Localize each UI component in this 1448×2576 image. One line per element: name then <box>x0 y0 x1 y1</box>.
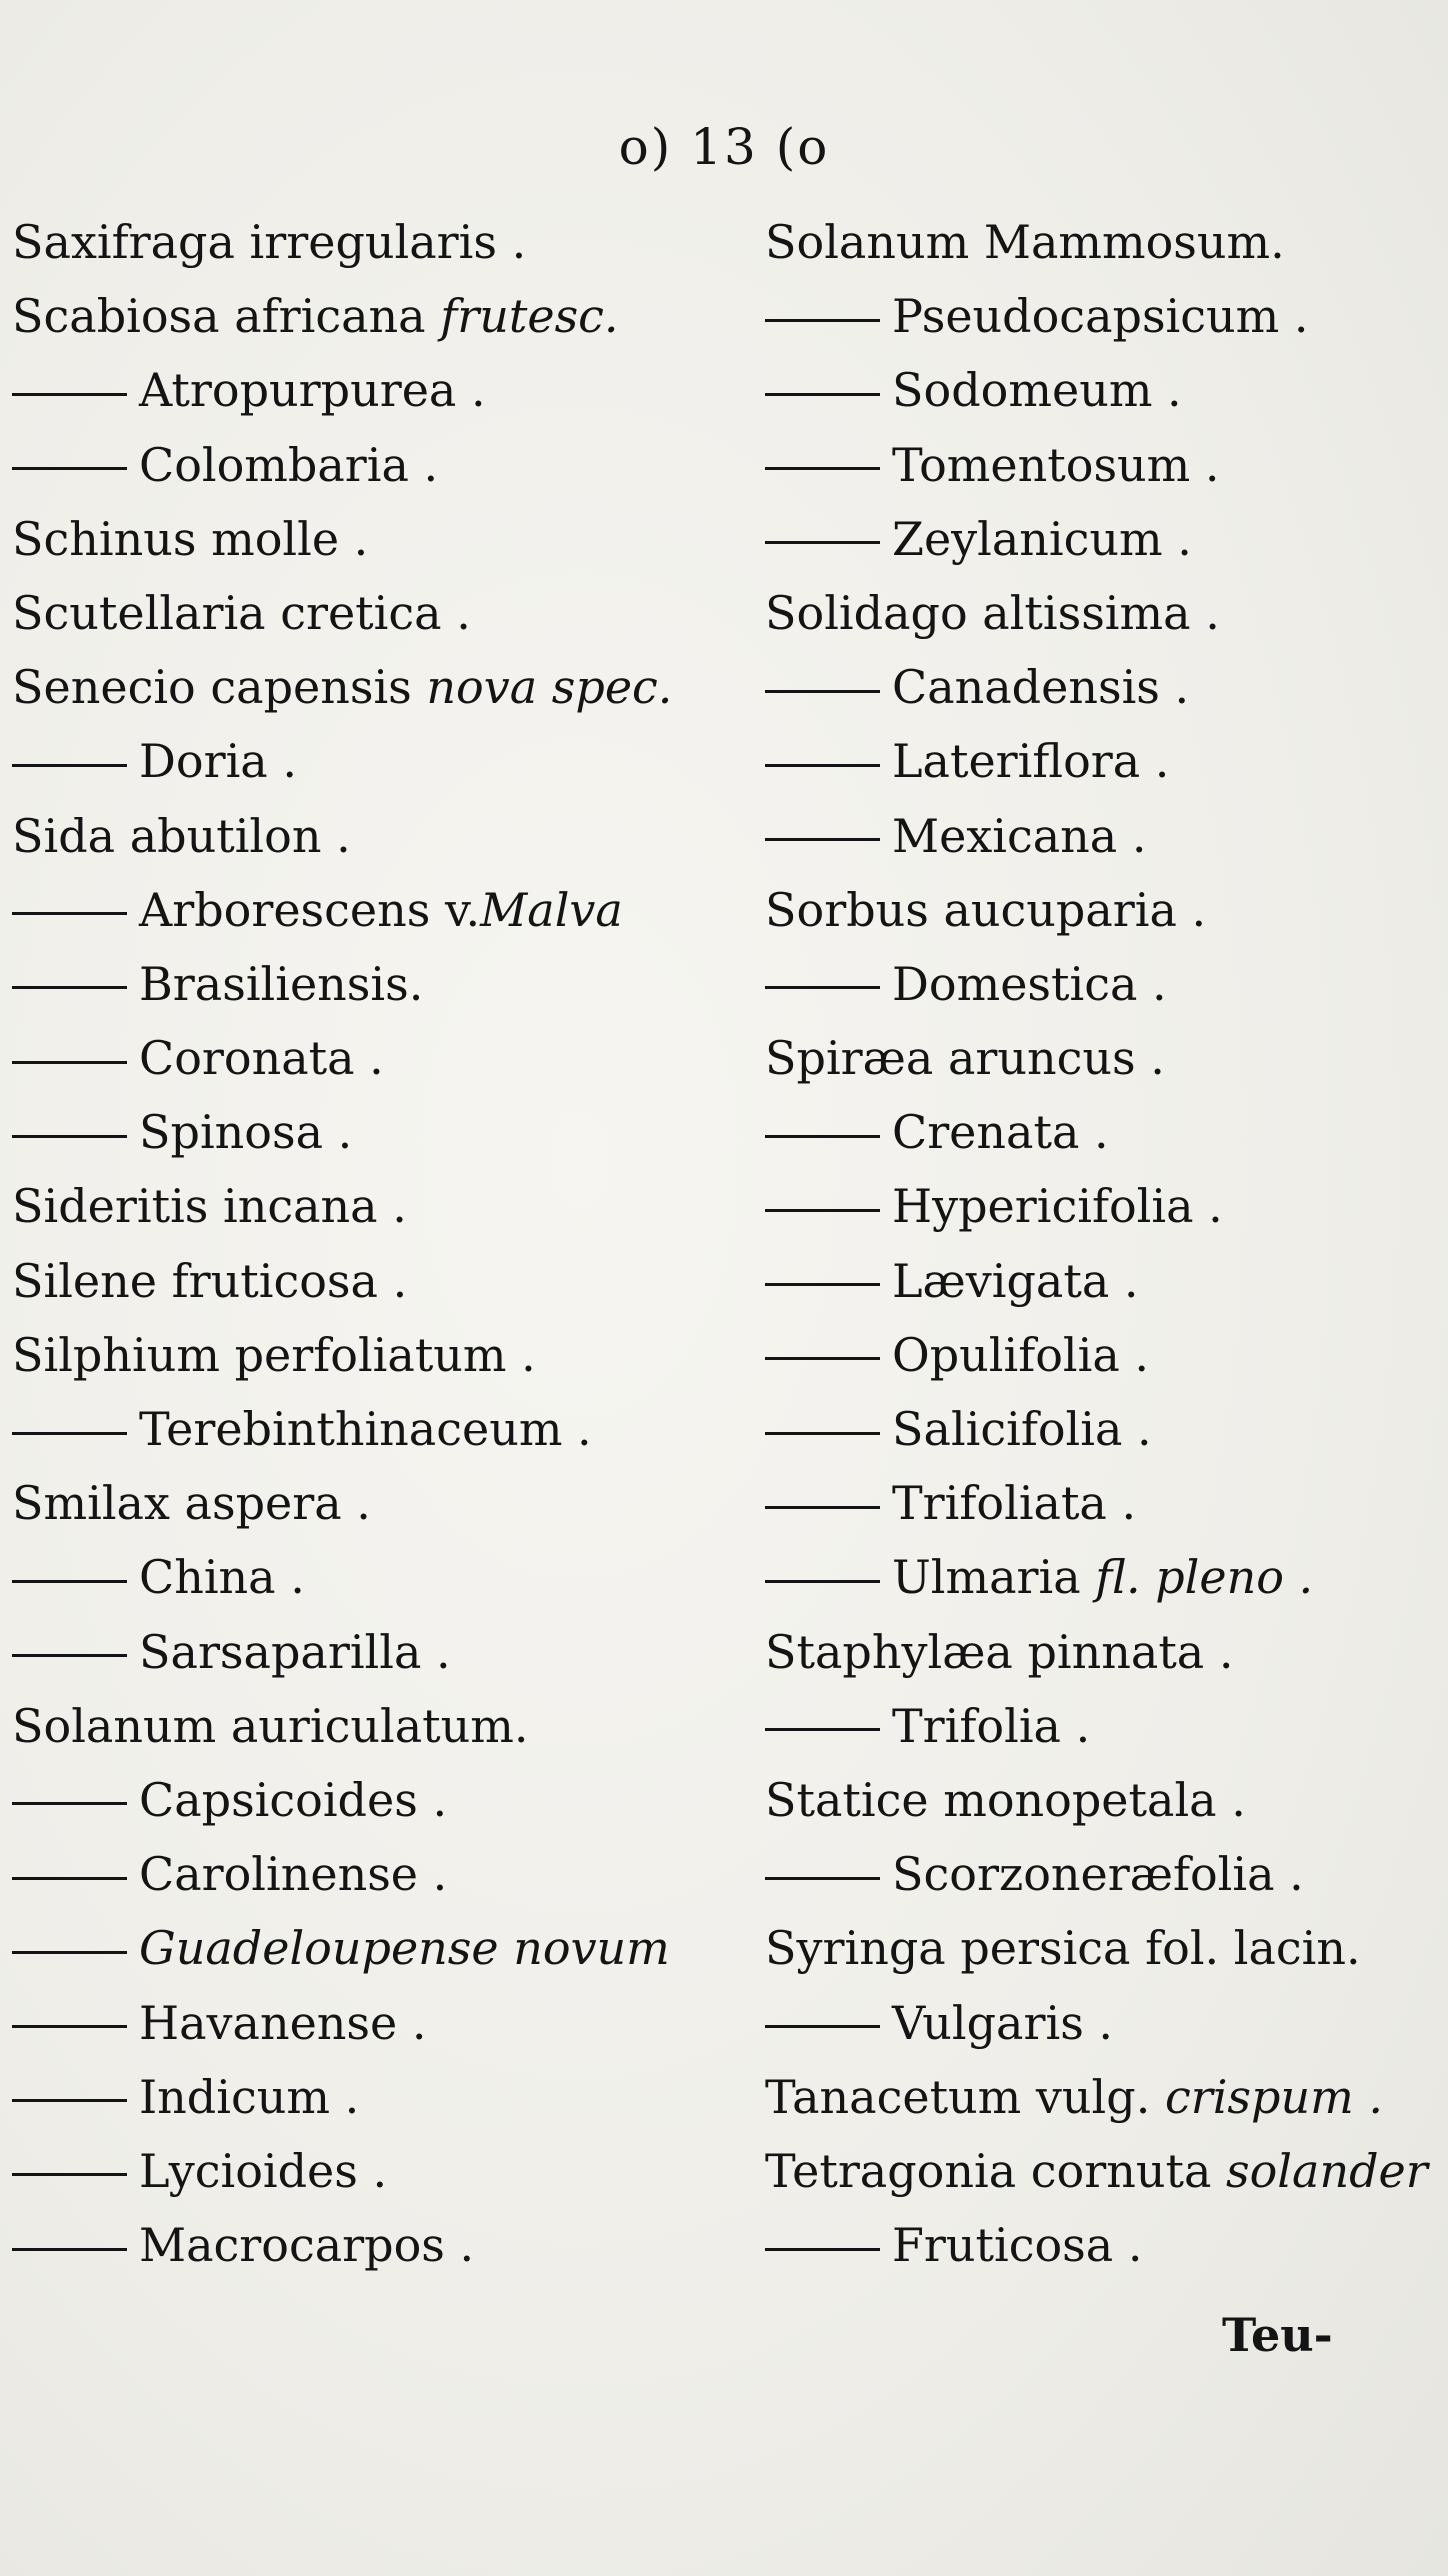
page-number-header: o) 13 (o <box>618 118 830 176</box>
entry-text: Solidago altissima . <box>765 585 1220 640</box>
entry-text: Silene fruticosa . <box>12 1253 408 1308</box>
ditto-dash <box>765 1357 880 1360</box>
entry-text: Smilax aspera . <box>12 1476 371 1531</box>
catalog-entry <box>765 1244 1435 1318</box>
catalog-entry <box>12 1021 712 1095</box>
catalog-entry <box>12 2208 712 2282</box>
catalog-entry <box>765 2134 1435 2208</box>
ditto-dash <box>765 1728 880 1731</box>
ditto-dash <box>12 764 127 767</box>
catalog-entry <box>765 1837 1435 1911</box>
catalog-entry <box>765 873 1435 947</box>
ditto-dash <box>12 912 127 915</box>
catalog-entry <box>12 1392 712 1466</box>
entry-italic-text: Guadeloupense novum <box>139 1921 670 1976</box>
catalog-entry <box>765 502 1435 576</box>
entry-text: Vulgaris . <box>892 1995 1114 2050</box>
entry-text: Trifoliata . <box>892 1476 1137 1531</box>
catalog-entry <box>765 1095 1435 1169</box>
ditto-dash <box>12 2099 127 2102</box>
entry-italic-text: frutesc. <box>440 289 619 344</box>
entry-text: Solanum auriculatum. <box>12 1698 529 1753</box>
ditto-dash <box>12 1580 127 1583</box>
entry-text: Tetragonia cornuta <box>765 2143 1226 2198</box>
catalog-entry <box>765 1540 1435 1614</box>
ditto-dash <box>765 1506 880 1509</box>
ditto-dash <box>765 690 880 693</box>
entry-text: Sorbus aucuparia . <box>765 882 1207 937</box>
ditto-dash <box>765 2025 880 2028</box>
ditto-dash <box>765 764 880 767</box>
catalog-entry <box>765 1169 1435 1243</box>
catalog-entry <box>765 2060 1435 2134</box>
entry-text: Statice monopetala . <box>765 1772 1246 1827</box>
entry-text: Brasiliensis. <box>139 956 424 1011</box>
catalog-entry <box>12 1689 712 1763</box>
entry-text: Opulifolia . <box>892 1327 1150 1382</box>
catalog-entry <box>765 1986 1435 2060</box>
entry-text: China . <box>139 1550 305 1605</box>
ditto-dash <box>12 1654 127 1657</box>
catchword: Teu- <box>1222 2308 1333 2362</box>
entry-text: Domestica . <box>892 956 1167 1011</box>
entry-text: Scutellaria cretica . <box>12 585 471 640</box>
ditto-dash <box>12 1802 127 1805</box>
right-column <box>765 205 1435 2282</box>
entry-italic-text: fl. pleno . <box>1095 1550 1314 1605</box>
entry-text: Hypericifolia . <box>892 1179 1223 1234</box>
entry-text: Spinosa . <box>139 1105 353 1160</box>
entry-text: Coronata . <box>139 1031 384 1086</box>
ditto-dash <box>765 319 880 322</box>
entry-text: Syringa persica fol. lacin. <box>765 1921 1361 1976</box>
ditto-dash <box>765 1209 880 1212</box>
catalog-entry <box>765 353 1435 427</box>
catalog-entry <box>765 947 1435 1021</box>
catalog-entry <box>765 1763 1435 1837</box>
ditto-dash <box>765 541 880 544</box>
entry-text: Trifolia . <box>892 1698 1091 1753</box>
catalog-entry <box>765 1615 1435 1689</box>
ditto-dash <box>12 1951 127 1954</box>
entry-text: Crenata . <box>892 1105 1109 1160</box>
entry-text: Arborescens v. <box>139 882 481 937</box>
catalog-entry <box>12 1986 712 2060</box>
ditto-dash <box>765 986 880 989</box>
catalog-entry <box>765 279 1435 353</box>
entry-text: Doria . <box>139 734 297 789</box>
catalog-entry <box>12 428 712 502</box>
catalog-entry <box>12 502 712 576</box>
entry-text: Lycioides . <box>139 2143 388 2198</box>
catalog-entry <box>765 724 1435 798</box>
ditto-dash <box>765 1580 880 1583</box>
ditto-dash <box>12 393 127 396</box>
entry-text: Ulmaria <box>892 1550 1096 1605</box>
catalog-entry <box>12 353 712 427</box>
catalog-entry <box>12 724 712 798</box>
ditto-dash <box>12 1877 127 1880</box>
catalog-entry <box>12 947 712 1021</box>
entry-text: Pseudocapsicum . <box>892 289 1309 344</box>
ditto-dash <box>765 1432 880 1435</box>
catalog-entry <box>12 2060 712 2134</box>
entry-text: Sarsaparilla . <box>139 1624 451 1679</box>
entry-text: Carolinense . <box>139 1847 448 1902</box>
catalog-entry <box>765 1392 1435 1466</box>
entry-text: Saxifraga irregularis . <box>12 215 527 269</box>
ditto-dash <box>765 838 880 841</box>
catalog-entry <box>12 279 712 353</box>
catalog-entry <box>765 2208 1435 2282</box>
entry-text: Terebinthinaceum . <box>139 1402 592 1456</box>
catalog-entry <box>12 873 712 947</box>
catalog-entry <box>12 576 712 650</box>
entry-text: Lævigata . <box>892 1253 1139 1308</box>
left-column <box>12 205 712 2282</box>
entry-text: Scorzoneræfolia . <box>892 1847 1304 1902</box>
catalog-entry <box>12 205 712 279</box>
entry-text: Senecio capensis <box>12 660 427 715</box>
entry-italic-text: nova spec. <box>426 660 673 715</box>
entry-text: Capsicoides . <box>139 1772 448 1827</box>
ditto-dash <box>12 986 127 989</box>
entry-italic-text: Malva <box>480 882 623 937</box>
ditto-dash <box>12 1135 127 1138</box>
entry-text: Canadensis . <box>892 660 1190 715</box>
entry-text: Sida abutilon . <box>12 808 351 863</box>
ditto-dash <box>12 467 127 470</box>
catalog-entry <box>765 1021 1435 1095</box>
entry-text: Indicum . <box>139 2069 360 2124</box>
catalog-entry <box>765 1466 1435 1540</box>
entry-text: Salicifolia . <box>892 1402 1152 1456</box>
ditto-dash <box>765 467 880 470</box>
catalog-entry <box>765 428 1435 502</box>
ditto-dash <box>12 2173 127 2176</box>
ditto-dash <box>12 2248 127 2251</box>
catalog-entry <box>12 650 712 724</box>
catalog-entry <box>765 1689 1435 1763</box>
catalog-entry <box>765 576 1435 650</box>
entry-text: Mexicana . <box>892 808 1147 863</box>
entry-text: Zeylanicum . <box>892 511 1192 566</box>
ditto-dash <box>765 2248 880 2251</box>
entry-italic-text: solander <box>1226 2143 1428 2198</box>
entry-text: Colombaria . <box>139 437 439 492</box>
catalog-entry <box>12 1466 712 1540</box>
catalog-entry <box>12 1169 712 1243</box>
entry-text: Sodomeum . <box>892 363 1182 418</box>
ditto-dash <box>12 1432 127 1435</box>
entry-text: Havanense . <box>139 1995 427 2050</box>
ditto-dash <box>765 1135 880 1138</box>
catalog-entry <box>765 799 1435 873</box>
catalog-entry <box>12 1911 712 1985</box>
entry-text: Fruticosa . <box>892 2218 1143 2273</box>
ditto-dash <box>765 1283 880 1286</box>
entry-text: Scabiosa africana <box>12 289 441 344</box>
entry-text: Lateriflora . <box>892 734 1170 789</box>
entry-text: Sideritis incana . <box>12 1179 407 1234</box>
entry-text: Solanum Mammosum. <box>765 215 1285 269</box>
entry-text: Tomentosum . <box>892 437 1220 492</box>
entry-text: Schinus molle . <box>12 511 369 566</box>
catalog-entry <box>12 1540 712 1614</box>
entry-italic-text: crispum . <box>1164 2069 1383 2124</box>
entry-text: Staphylæa pinnata . <box>765 1624 1234 1679</box>
entry-text: Spiræa aruncus . <box>765 1031 1165 1086</box>
ditto-dash <box>12 1061 127 1064</box>
catalog-entry <box>12 2134 712 2208</box>
catalog-entry <box>765 1318 1435 1392</box>
catalog-entry <box>12 1244 712 1318</box>
ditto-dash <box>12 2025 127 2028</box>
catalog-entry <box>12 1763 712 1837</box>
catalog-entry <box>12 1095 712 1169</box>
catalog-entry <box>12 1837 712 1911</box>
entry-text: Macrocarpos . <box>139 2218 475 2273</box>
ditto-dash <box>765 393 880 396</box>
ditto-dash <box>765 1877 880 1880</box>
catalog-entry <box>12 799 712 873</box>
catalog-entry <box>12 1318 712 1392</box>
entry-text: Atropurpurea . <box>139 363 486 418</box>
catalog-entry <box>765 650 1435 724</box>
catalog-entry <box>12 1615 712 1689</box>
catalog-entry <box>765 1911 1435 1985</box>
catalog-entry <box>765 205 1435 279</box>
entry-text: Tanacetum vulg. <box>765 2069 1165 2124</box>
entry-text: Silphium perfoliatum . <box>12 1327 536 1382</box>
